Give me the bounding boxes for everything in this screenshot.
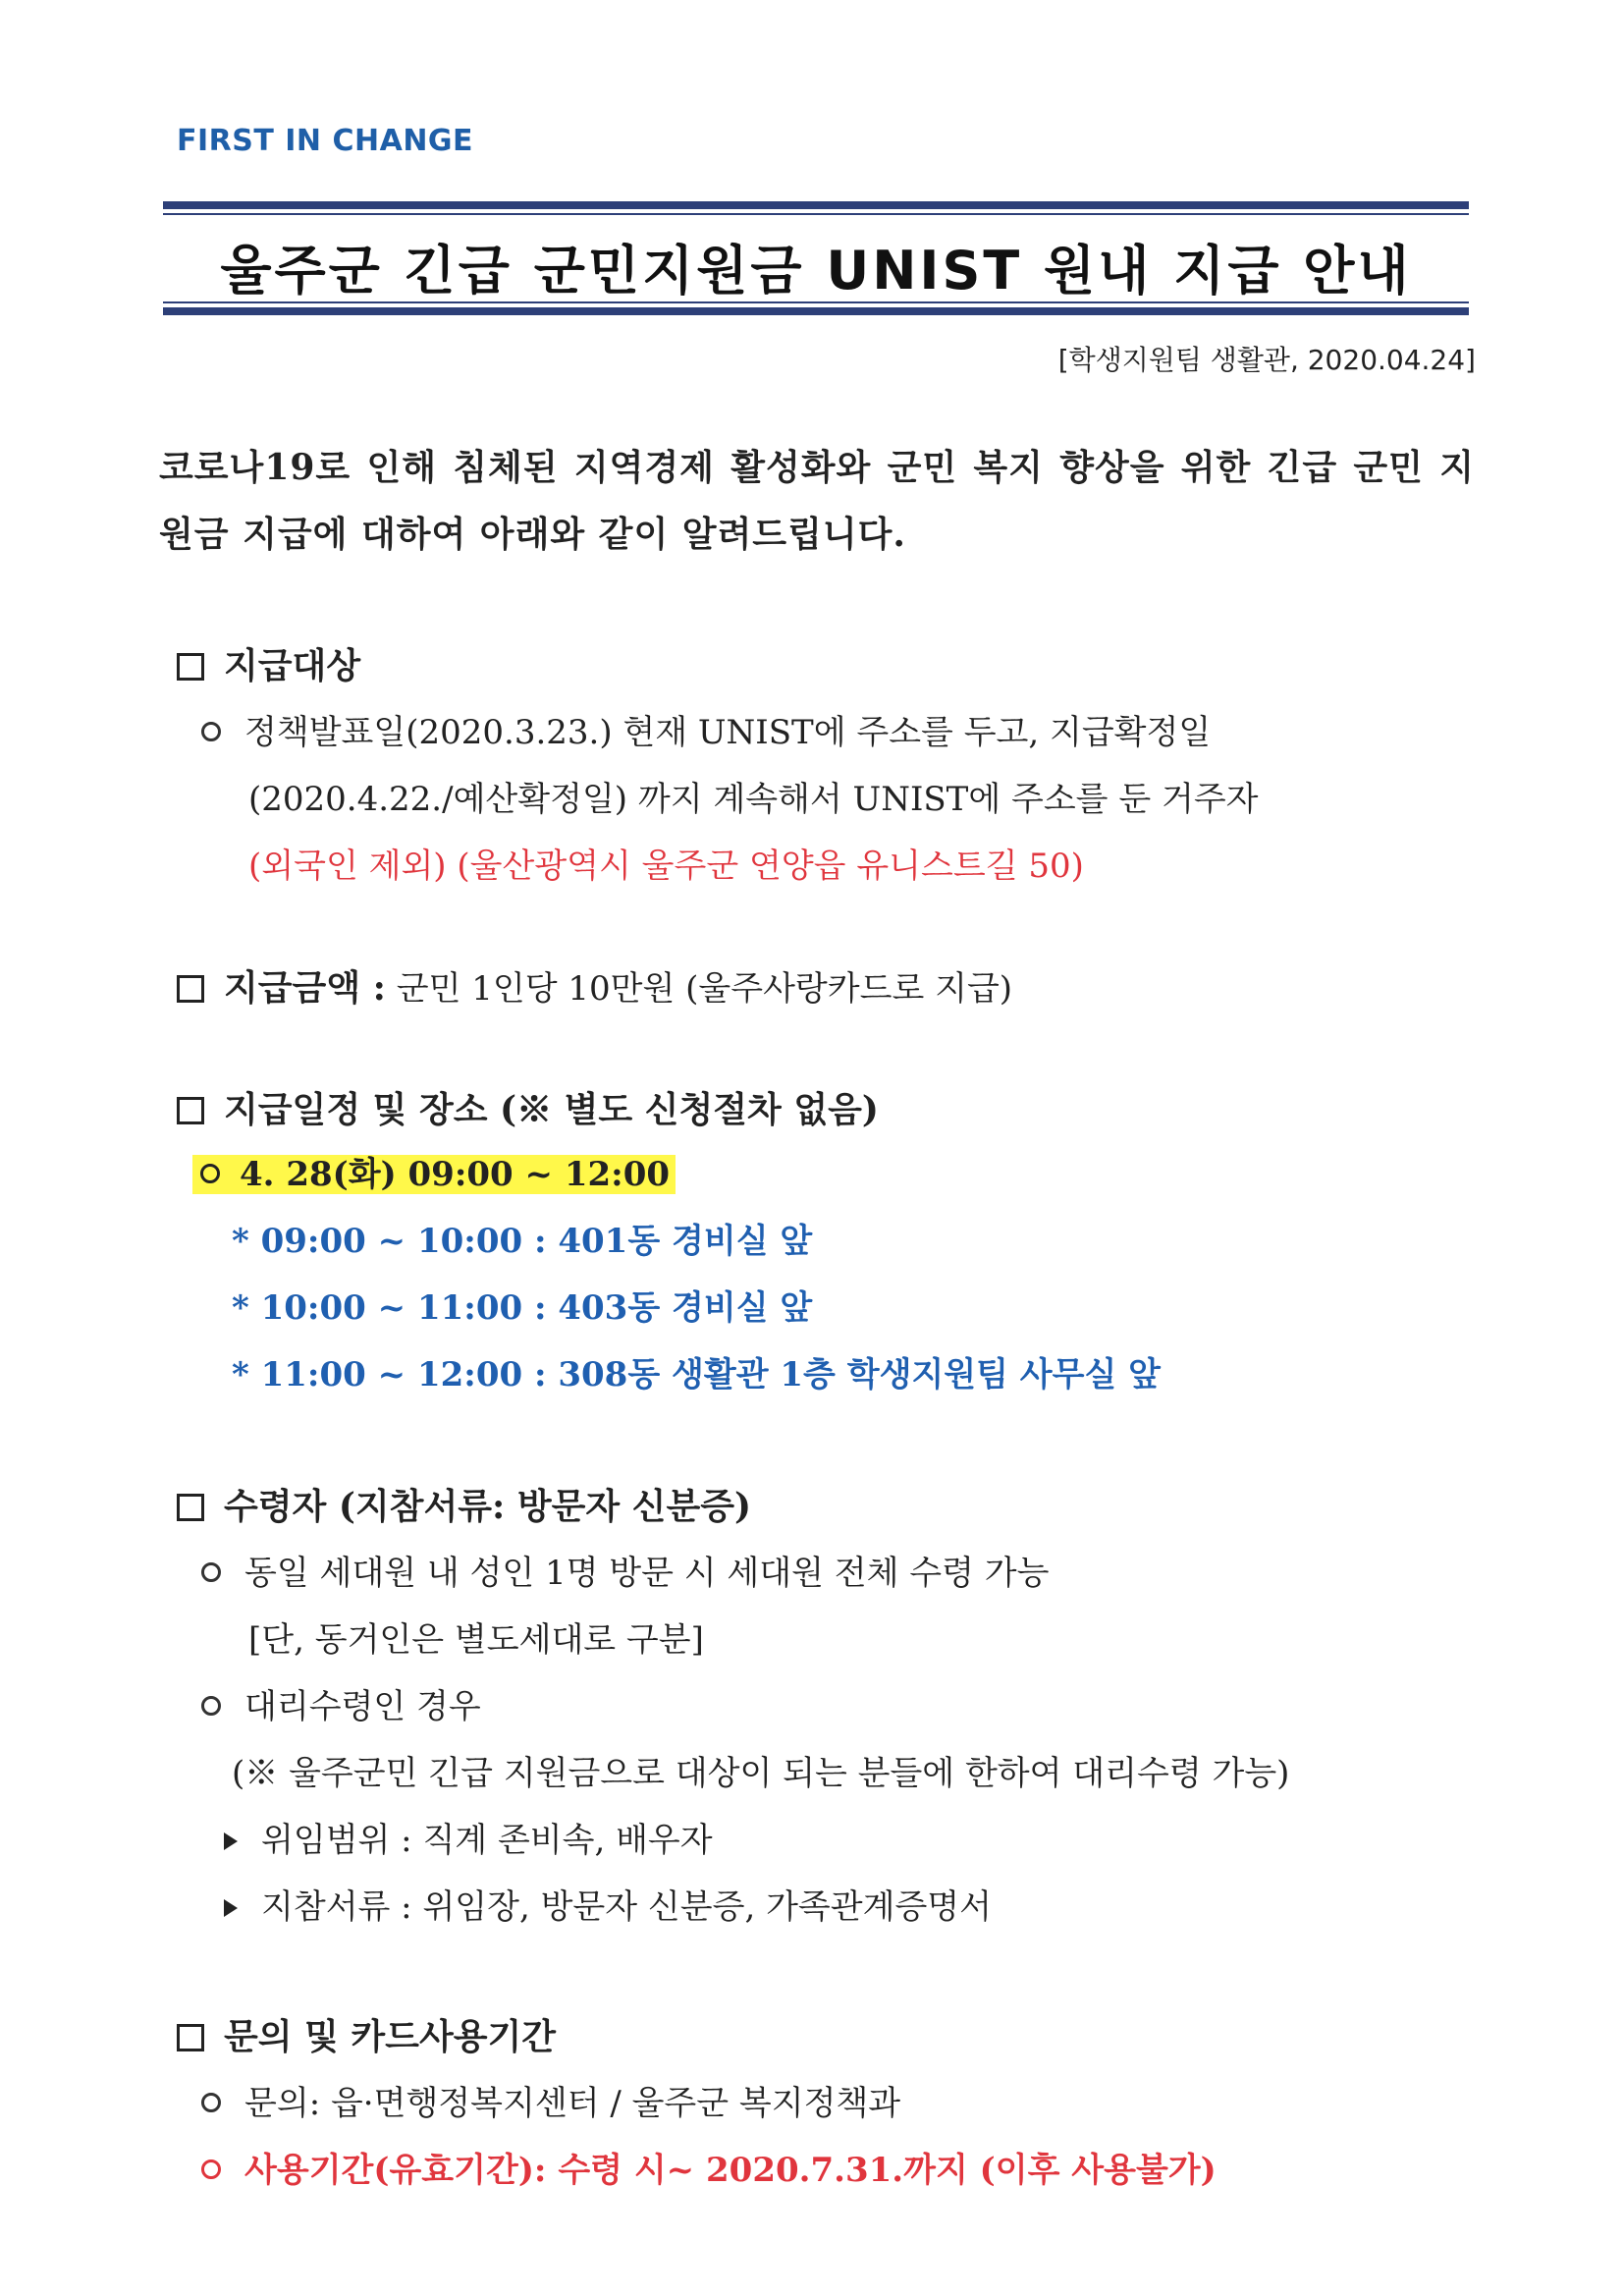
section-amount [177,960,1012,1011]
recipient-line-1 [201,1546,1049,1594]
circle-bullet-icon [201,722,221,741]
inquiry-text: 문의: 읍·면행정복지센터 / 울주군 복지정책과 [244,2084,901,2123]
recipient-line-6 [224,1880,992,1928]
checkbox-square-icon [177,1097,204,1124]
brand-logo-text: FIRST IN CHANGE [177,124,474,158]
recipient-line-3 [201,1679,481,1727]
recipient-text-5: 위임범위 : 직계 존비속, 배우자 [261,1821,713,1860]
circle-bullet-icon [201,1562,221,1582]
checkbox-square-icon [177,653,204,681]
schedule-slot: * 09:00 ~ 10:00 : 401동 경비실 앞 [232,1222,813,1261]
recipient-line-4: (※ 울주군민 긴급 지원금으로 대상이 되는 분들에 한하여 대리수령 가능) [232,1754,1290,1793]
eligibility-line-1 [201,705,1211,753]
checkbox-square-icon [177,1494,204,1521]
checkbox-square-icon [177,2024,204,2051]
eligibility-line-2: (2020.4.22./예산확정일) 까지 계속해서 UNIST에 주소를 둔 거주자 [248,780,1259,819]
schedule-slot: * 10:00 ~ 11:00 : 403동 경비실 앞 [232,1288,813,1328]
schedule-date [192,1147,676,1195]
eligibility-text-1: 정책발표일(2020.3.23.) 현재 UNIST에 주소를 두고, 지급확정일 [244,713,1212,752]
document-title: 울주군 긴급 군민지원금 UNIST 원내 지급 안내 [220,240,1412,301]
circle-bullet-icon [201,2093,221,2112]
section-heading-text: 지급일정 및 장소 (※ 별도 신청절차 없음) [224,1089,879,1130]
section-eligibility-heading [177,638,360,688]
title-banner [163,201,1469,315]
highlighted-date [192,1155,676,1194]
schedule-date-text: 4. 28(화) 09:00 ~ 12:00 [240,1155,671,1194]
circle-bullet-icon [200,1164,220,1183]
section-heading-text: 지급대상 [224,645,361,686]
recipient-line-5 [224,1813,713,1861]
circle-bullet-icon [201,2159,221,2179]
circle-bullet-icon [201,1696,221,1716]
eligibility-line-3: (외국인 제외) (울산광역시 울주군 연양읍 유니스트길 50) [248,847,1084,886]
section-heading-text: 지급금액 : [224,967,386,1009]
schedule-slot: * 11:00 ~ 12:00 : 308동 생활관 1층 학생지원팀 사무실 앞 [232,1355,1161,1394]
recipient-text-1: 동일 세대원 내 성인 1명 방문 시 세대원 전체 수령 가능 [244,1554,1050,1593]
section-schedule-heading [177,1082,879,1132]
triangle-bullet-icon [224,1832,238,1850]
section-inquiry-heading [177,2009,556,2059]
section-heading-text: 문의 및 카드사용기간 [224,2016,557,2057]
validity-period-text: 사용기간(유효기간): 수령 시~ 2020.7.31.까지 (이후 사용불가) [244,2151,1217,2190]
amount-text: 군민 1인당 10만원 (울주사랑카드로 지급) [396,969,1013,1009]
dateline: [학생지원팀 생활관, 2020.04.24] [1057,344,1476,376]
inquiry-line-2 [201,2143,1217,2191]
inquiry-line-1 [201,2076,900,2124]
recipient-line-2: [단, 동거인은 별도세대로 구분] [248,1620,704,1660]
recipient-text-3: 대리수령인 경우 [244,1687,481,1726]
checkbox-square-icon [177,975,204,1003]
intro-paragraph: 코로나19로 인해 침체된 지역경제 활성화와 군민 복지 향상을 위한 긴급 군민 지원금 지급에 대하여 아래와 같이 알려드립니다. [159,447,1475,555]
recipient-text-6: 지참서류 : 위임장, 방문자 신분증, 가족관계증명서 [261,1887,992,1927]
section-heading-text: 수령자 (지참서류: 방문자 신분증) [224,1486,752,1527]
section-recipient-heading [177,1479,751,1529]
triangle-bullet-icon [224,1899,238,1917]
